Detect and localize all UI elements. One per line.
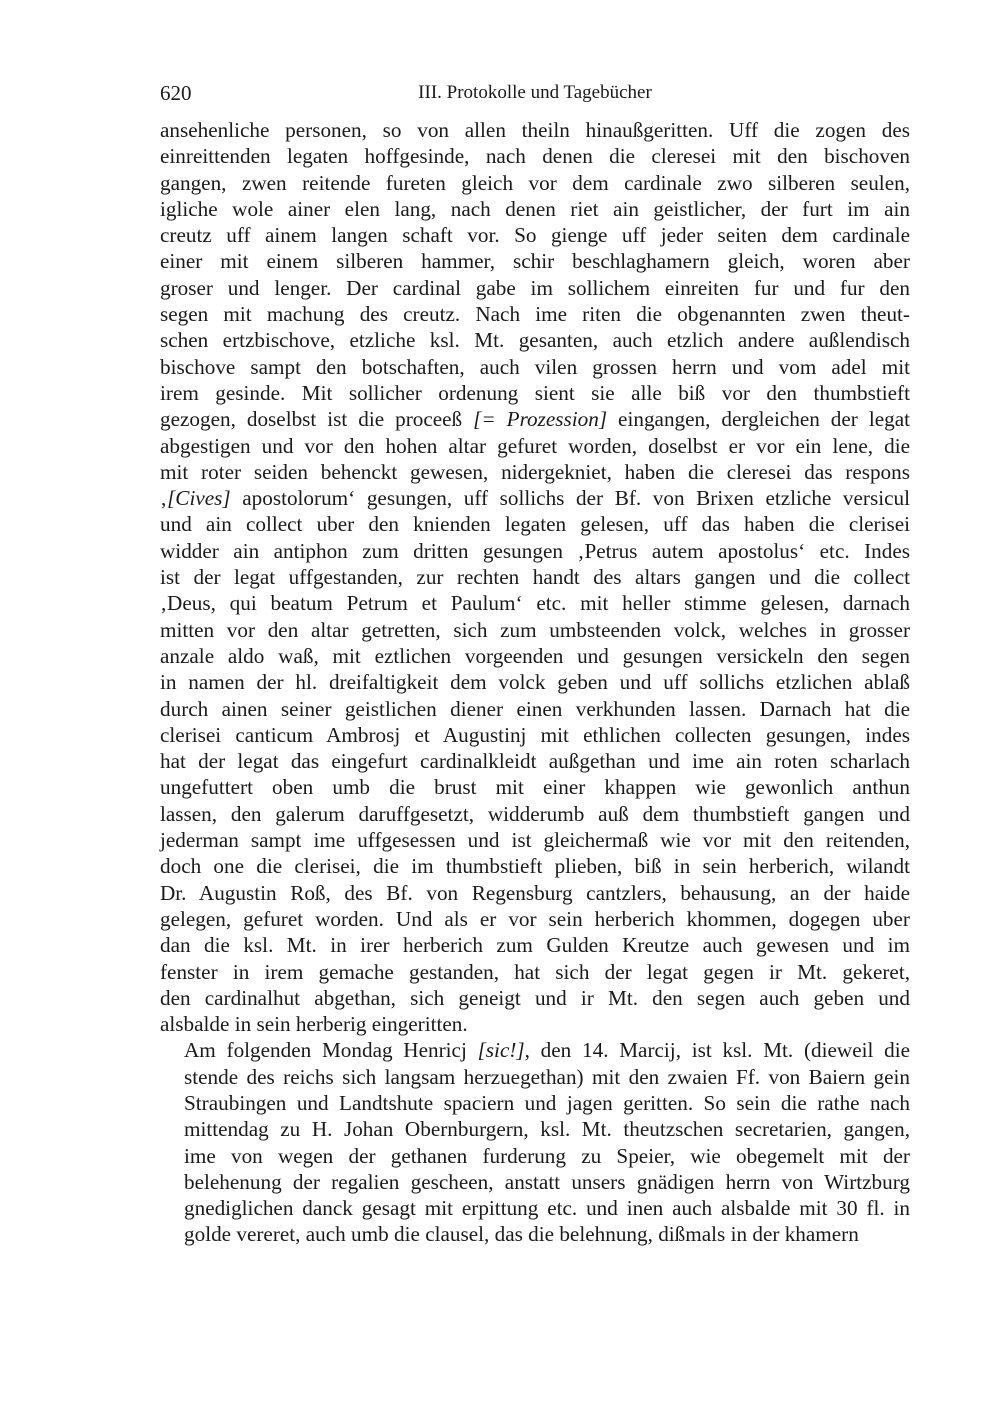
- text-segment: ist der legat uffgestanden, zur rechten handt des altars gangen und die collect: [160, 565, 910, 590]
- text-segment: lassen, den galerum daruffgesetzt, widderumb auß dem thumbstieft gangen und: [160, 801, 910, 826]
- text-line: [160, 1090, 910, 1116]
- body-text: [160, 117, 910, 1248]
- text-line: [160, 275, 910, 301]
- text-segment: einer mit einem silberen hammer, schir beschlaghamern gleich, woren aber: [160, 249, 910, 274]
- text-line: [160, 380, 910, 406]
- text-line: [160, 222, 910, 248]
- text-segment: ungefuttert oben umb die brust mit einer khappen wie gewonlich anthun: [160, 775, 910, 800]
- text-segment: Am folgenden Mondag Henricj: [184, 1038, 478, 1063]
- text-line: [160, 1037, 910, 1063]
- text-line: [160, 696, 910, 722]
- editorial-note: [Cives]: [167, 486, 231, 511]
- text-segment: creutz uff ainem langen schaft vor. So gienge uff jeder seiten dem cardinale: [160, 223, 910, 248]
- text-segment: doch one die clerisei, die im thumbstieft plieben, biß in sein herberich, wilandt: [160, 854, 910, 879]
- text-line: [160, 1143, 910, 1169]
- text-line: [160, 827, 910, 853]
- text-line: [160, 932, 910, 958]
- text-line: [160, 170, 910, 196]
- text-segment: belehenung der regalien gescheen, anstatt unsers gnädigen herrn von Wirtzburg: [184, 1169, 910, 1194]
- text-line: [160, 117, 910, 143]
- text-line: [160, 774, 910, 800]
- text-line: [160, 906, 910, 932]
- book-page: [160, 78, 910, 1248]
- text-segment: mittendag zu H. Johan Obernburgern, ksl. Mt. theutzschen secretarien, gangen,: [184, 1117, 910, 1142]
- text-line: [160, 959, 910, 985]
- text-line: [160, 538, 910, 564]
- text-line: [160, 406, 910, 432]
- text-segment: igliche wole ainer elen lang, nach denen riet ain geistlicher, der furt im ain: [160, 196, 910, 221]
- text-segment: fenster in irem gemache gestanden, hat sich der legat gegen ir Mt. gekeret,: [160, 959, 910, 984]
- text-line: [160, 590, 910, 616]
- text-segment: dan die ksl. Mt. in irer herberich zum Gulden Kreutze auch gewesen und im: [160, 933, 910, 958]
- text-segment: ‚: [160, 486, 168, 511]
- text-line: [160, 485, 910, 511]
- text-segment: anzale aldo waß, mit eztlichen vorgeenden und gesungen versickeln den segen: [160, 643, 910, 668]
- text-segment: gezogen, doselbst ist die proceeß: [160, 407, 474, 432]
- text-line: [160, 669, 910, 695]
- text-line: [160, 1064, 910, 1090]
- text-line: [160, 880, 910, 906]
- page-number: 620: [160, 81, 192, 105]
- text-line: [160, 853, 910, 879]
- running-head: [160, 78, 910, 108]
- text-segment: widder ain antiphon zum dritten gesungen ‚Petrus autem apostolus‘ etc. Indes: [160, 538, 910, 563]
- text-line: [160, 1195, 910, 1221]
- text-segment: hat der legat das eingefurt cardinalkleidt außgethan und ime ain roten scharlach: [160, 749, 910, 774]
- editorial-note: [= Prozession]: [473, 407, 608, 432]
- text-segment: groser und lenger. Der cardinal gabe im sollichem einreiten fur und fur den: [160, 275, 910, 300]
- running-title: III. Protokolle und Tagebücher: [418, 82, 652, 103]
- text-segment: abgestigen und vor den hohen altar gefuret worden, doselbst er vor ein lene, die: [160, 433, 910, 458]
- text-line: [160, 1221, 910, 1247]
- text-line: [160, 564, 910, 590]
- text-segment: ansehenliche personen, so von allen theiln hinaußgeritten. Uff die zogen des: [160, 118, 910, 142]
- text-segment: eingangen, dergleichen der legat: [607, 407, 910, 432]
- text-line: [160, 196, 910, 222]
- text-segment: bischove sampt den botschaften, auch vilen grossen herrn und vom adel mit: [160, 354, 910, 379]
- editorial-note: [sic!]: [477, 1038, 525, 1063]
- text-line: [160, 1169, 910, 1195]
- paragraph: [160, 1037, 910, 1247]
- text-segment: durch ainen seiner geistlichen diener einen verkhunden lassen. Darnach hat die: [160, 696, 910, 721]
- text-segment: alsbalde in sein herberig eingeritten.: [160, 1012, 468, 1037]
- text-segment: schen ertzbischove, etzliche ksl. Mt. gesanten, auch etzlich andere außlendisch: [160, 328, 910, 353]
- text-line: [160, 722, 910, 748]
- text-line: [160, 1011, 910, 1037]
- text-segment: Straubingen und Landtshute spaciern und jagen geritten. So sein die rathe nach: [184, 1090, 910, 1115]
- text-segment: den cardinalhut abgethan, sich geneigt und ir Mt. den segen auch geben und: [160, 985, 910, 1010]
- text-line: [160, 985, 910, 1011]
- text-line: [160, 433, 910, 459]
- text-segment: mit roter seiden behenckt gewesen, nidergekniet, haben die cleresei das respons: [160, 459, 910, 484]
- text-segment: golde vereret, auch umb die clausel, das die belehnung, dißmals in der khamern: [184, 1222, 859, 1247]
- text-line: [160, 459, 910, 485]
- text-segment: einreittenden legaten hoffgesinde, nach denen die cleresei mit den bischoven: [160, 144, 910, 169]
- text-segment: ime von wegen der gethanen furderung zu Speier, wie obegemelt mit der: [184, 1143, 910, 1168]
- text-segment: mitten vor den altar getretten, sich zum umbsteenden volck, welches in grosser: [160, 617, 910, 642]
- text-line: [160, 801, 910, 827]
- text-line: [160, 301, 910, 327]
- text-segment: apostolorum‘ gesungen, uff sollichs der Bf. von Brixen etzliche versicul: [230, 486, 910, 511]
- text-line: [160, 617, 910, 643]
- text-line: [160, 511, 910, 537]
- text-segment: gangen, zwen reitende fureten gleich vor dem cardinale zwo silberen seulen,: [160, 170, 910, 195]
- paragraph: [160, 117, 910, 1037]
- text-segment: Dr. Augustin Roß, des Bf. von Regensburg cantzlers, behausung, an der haide: [160, 880, 910, 905]
- text-segment: clerisei canticum Ambrosj et Augustinj mit ethlichen collecten gesungen, indes: [160, 722, 910, 747]
- text-line: [160, 354, 910, 380]
- text-segment: ‚Deus, qui beatum Petrum et Paulum‘ etc. mit heller stimme gelesen, darnach: [160, 591, 910, 616]
- text-line: [160, 327, 910, 353]
- text-line: [160, 248, 910, 274]
- text-segment: gelegen, gefuret worden. Und als er vor sein herberich khommen, dogegen uber: [160, 906, 910, 931]
- text-line: [160, 143, 910, 169]
- text-segment: jederman sampt ime uffgesessen und ist gleichermaß wie vor mit den reitenden,: [160, 828, 910, 853]
- text-segment: , den 14. Marcij, ist ksl. Mt. (dieweil die: [524, 1038, 910, 1063]
- text-segment: stende des reichs sich langsam herzuegethan) mit den zwaien Ff. von Baiern gein: [184, 1064, 910, 1089]
- text-segment: in namen der hl. dreifaltigkeit dem volck geben und uff sollichs etzlichen ablaß: [160, 670, 910, 695]
- text-line: [160, 1116, 910, 1142]
- text-segment: gnediglichen danck gesagt mit erpittung etc. und inen auch alsbalde mit 30 fl. in: [184, 1196, 910, 1221]
- text-segment: irem gesinde. Mit sollicher ordenung sient sie alle biß vor den thumbstieft: [160, 380, 910, 405]
- text-line: [160, 643, 910, 669]
- text-segment: und ain collect uber den knienden legaten gelesen, uff das haben die clerisei: [160, 512, 910, 537]
- text-line: [160, 748, 910, 774]
- text-segment: segen mit machung des creutz. Nach ime riten die obgenannten zwen theut-: [160, 302, 910, 327]
